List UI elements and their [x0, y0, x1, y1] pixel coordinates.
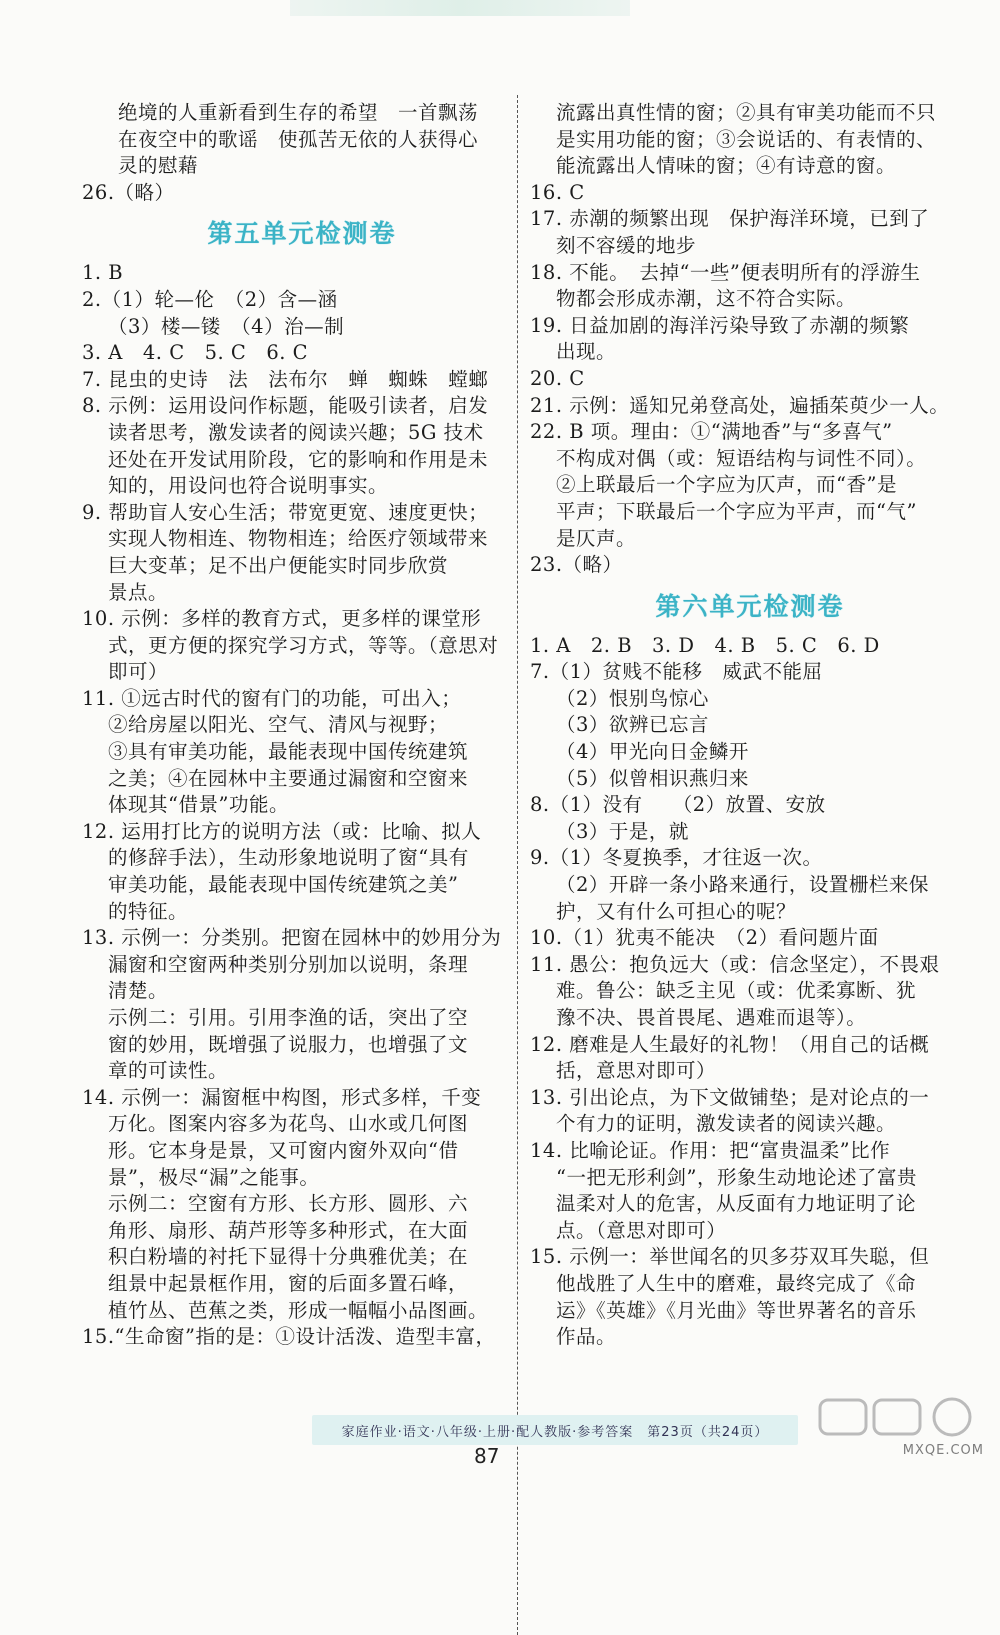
watermark-logo	[800, 1396, 990, 1460]
answer-line: 9. 帮助盲人安心生活；带宽更宽、速度更快；	[82, 500, 489, 524]
answer-line: “一把无形利剑”，形象生动地论述了富贵	[556, 1165, 917, 1189]
answer-line: 8.（1）没有 （2）放置、安放	[530, 793, 826, 817]
answer-line: 刻不容缓的地步	[556, 233, 697, 257]
answer-line: （2）恨别鸟惊心	[556, 686, 709, 710]
answer-line: 19. 日益加剧的海洋污染导致了赤潮的频繁	[530, 313, 910, 337]
answer-line: 组景中起景框作用，窗的后面多置石峰，	[108, 1271, 469, 1295]
answer-line: 豫不决、畏首畏尾、遇难而退等）。	[556, 1006, 867, 1029]
answer-line: 式，更方便的探究学习方式，等等。（意思对	[108, 633, 499, 657]
answer-line: 23.（略）	[530, 553, 623, 577]
answer-line: 20. C	[530, 366, 585, 390]
answer-line: 3. A 4. C 5. C 6. C	[82, 341, 309, 365]
answer-line: 15.“生命窗”指的是：①设计活泼、造型丰富，	[82, 1325, 496, 1349]
answer-line: ②给房屋以阳光、空气、清风与视野；	[108, 713, 449, 737]
answer-line: 16. C	[530, 180, 585, 204]
answer-line: ②上联最后一个字应为仄声，而“香”是	[556, 473, 897, 497]
answer-line: 还处在开发试用阶段，它的影响和作用是未	[108, 447, 489, 471]
answer-line: 11. 愚公：抱负远大（或：信念坚定），不畏艰	[530, 952, 940, 976]
answer-line: 能流露出人情味的窗；④有诗意的窗。	[556, 154, 897, 178]
answer-line: 之美；④在园林中主要通过漏窗和空窗来	[108, 766, 469, 790]
watermark-text: MXQE.COM	[902, 1443, 984, 1458]
answer-line: 7. 昆虫的史诗 法 法布尔 蝉 蜘蛛 螳螂	[82, 367, 489, 391]
answer-line: 的特征。	[108, 899, 189, 923]
answer-line: 积白粉墙的衬托下显得十分典雅优美；在	[108, 1245, 469, 1269]
right-column	[530, 100, 970, 1351]
page-number: 87	[474, 1444, 500, 1468]
left-column	[82, 100, 522, 1351]
column-divider	[517, 95, 518, 1635]
answer-line: 21. 示例：遥知兄弟登高处，遍插茱萸少一人。	[530, 393, 950, 417]
answer-line: 26.（略）	[82, 180, 175, 204]
answer-line: （4）甲光向日金鳞开	[556, 740, 749, 764]
answer-line: 不构成对偶（或：短语结构与词性不同）。	[556, 446, 927, 470]
answer-line: 12. 运用打比方的说明方法（或：比喻、拟人	[82, 819, 482, 843]
answer-line: 温柔对人的危害，从反面有力地证明了论	[556, 1192, 917, 1216]
answer-line: 植竹丛、芭蕉之类，形成一幅幅小品图画。	[108, 1298, 489, 1322]
answer-line: （5）似曾相识燕归来	[556, 766, 749, 790]
answer-line: 景”，极尽“漏”之能事。	[108, 1165, 320, 1189]
answer-line: 角形、扇形、葫芦形等多种形式，在大面	[108, 1218, 469, 1242]
answer-line: 的修辞手法），生动形象地说明了窗“具有	[108, 846, 469, 870]
answer-line: 12. 磨难是人生最好的礼物！（用自己的话概	[530, 1032, 930, 1056]
answer-line: 知的，用设问也符合说明事实。	[108, 474, 389, 498]
answer-line: 出现。	[556, 340, 617, 364]
answer-line: 绝境的人重新看到生存的希望 一首飘荡	[118, 101, 479, 124]
answer-line: 窗的妙用，既增强了说服力，也增强了文	[108, 1032, 469, 1056]
answer-line: 即可）	[108, 660, 169, 684]
answer-line: 平声；下联最后一个字应为平声，而“气”	[556, 499, 917, 523]
answer-line: 14. 示例一：漏窗框中构图，形式多样，千变	[82, 1085, 482, 1109]
answer-line: 22. B 项。理由：①“满地香”与“多喜气”	[530, 420, 893, 444]
answer-line: 10. 示例：多样的教育方式，更多样的课堂形	[82, 607, 482, 631]
answer-line: 1. A 2. B 3. D 4. B 5. C 6. D	[530, 633, 880, 657]
answer-line: 7.（1）贫贱不能移 威武不能屈	[530, 660, 823, 684]
answer-line: 8. 示例：运用设问作标题，能吸引读者，启发	[82, 394, 489, 418]
answer-line: 13. 引出论点，为下文做铺垫；是对论点的一	[530, 1085, 930, 1109]
answer-line: 是仄声。	[556, 526, 637, 550]
answer-line: 物都会形成赤潮，这不符合实际。	[556, 287, 857, 311]
answer-line: 示例二：引用。引用李渔的话，突出了空	[108, 1006, 469, 1029]
answer-line: 点。（意思对即可）	[556, 1218, 727, 1242]
answer-line: 巨大变革；足不出户便能实时同步欣赏	[108, 553, 449, 577]
answer-line: 个有力的证明，激发读者的阅读兴趣。	[556, 1112, 897, 1136]
footer-text: 家庭作业·语文·八年级·上册·配人教版·参考答案 第23页（共24页）	[341, 1424, 769, 1440]
answer-line: 他战胜了人生中的磨难，最终完成了《命	[556, 1271, 917, 1295]
answer-line: 清楚。	[108, 979, 169, 1003]
answer-line: 17. 赤潮的频繁出现 保护海洋环境，已到了	[530, 207, 930, 231]
top-decoration-band	[290, 0, 630, 16]
answer-line: 18. 不能。 去掉“一些”便表明所有的浮游生	[530, 260, 921, 284]
answer-line: （3）于是，就	[556, 819, 689, 843]
answer-line: 护，又有什么可担心的呢？	[556, 899, 797, 923]
answer-line: 14. 比喻论证。作用：把“富贵温柔”比作	[530, 1138, 891, 1162]
answer-line: ③具有审美功能，最能表现中国传统建筑	[108, 740, 469, 764]
section-heading: 第五单元检测卷	[207, 219, 397, 249]
answer-line: 实现人物相连、物物相连；给医疗领域带来	[108, 527, 489, 551]
answer-line: 9.（1）冬夏换季，才往返一次。	[530, 846, 823, 870]
answer-line: 形。它本身是景，又可窗内窗外双向“借	[108, 1138, 459, 1162]
answer-line: （3）欲辨已忘言	[556, 713, 709, 737]
answer-line: 11. ①远古时代的窗有门的功能，可出入；	[82, 686, 462, 710]
answer-line: 审美功能，最能表现中国传统建筑之美”	[108, 873, 459, 897]
answer-line: 漏窗和空窗两种类别分别加以说明，条理	[108, 952, 469, 976]
answer-line: 15. 示例一：举世闻名的贝多芬双耳失聪，但	[530, 1245, 930, 1269]
answer-line: 在夜空中的歌谣 使孤苦无依的人获得心	[118, 127, 479, 151]
answer-line: 是实用功能的窗；③会说话的、有表情的、	[556, 127, 937, 151]
answer-line: 13. 示例一：分类别。把窗在园林中的妙用分为	[82, 926, 502, 950]
answer-line: 景点。	[108, 580, 169, 604]
answer-line: （3）楼—镂 （4）治—制	[108, 314, 345, 338]
answer-line: 2.（1）轮—伦 （2）含—涵	[82, 287, 338, 311]
answer-line: 万化。图案内容多为花鸟、山水或几何图	[108, 1112, 469, 1136]
answer-line: 读者思考，激发读者的阅读兴趣；5G 技术	[108, 420, 484, 444]
section-heading: 第六单元检测卷	[655, 591, 845, 621]
page-footer	[312, 1415, 798, 1445]
answer-line: 流露出真性情的窗；②具有审美功能而不只	[556, 101, 937, 124]
answer-line: 括，意思对即可）	[556, 1059, 717, 1083]
answer-line: 10.（1）犹夷不能决 （2）看问题片面	[530, 926, 879, 950]
answer-line: 章的可读性。	[108, 1059, 229, 1083]
answer-line: 运》《英雄》《月光曲》等世界著名的音乐	[556, 1298, 917, 1322]
answer-line: 1. B	[82, 261, 124, 285]
answer-line: 难。鲁公：缺乏主见（或：优柔寡断、犹	[556, 979, 917, 1003]
answer-line: 体现其“借景”功能。	[108, 793, 289, 817]
answer-line: 灵的慰藉	[118, 154, 199, 178]
answer-line: 示例二：空窗有方形、长方形、圆形、六	[108, 1192, 469, 1216]
answer-line: （2）开辟一条小路来通行，设置栅栏来保	[556, 873, 929, 897]
answer-line: 作品。	[556, 1325, 617, 1349]
